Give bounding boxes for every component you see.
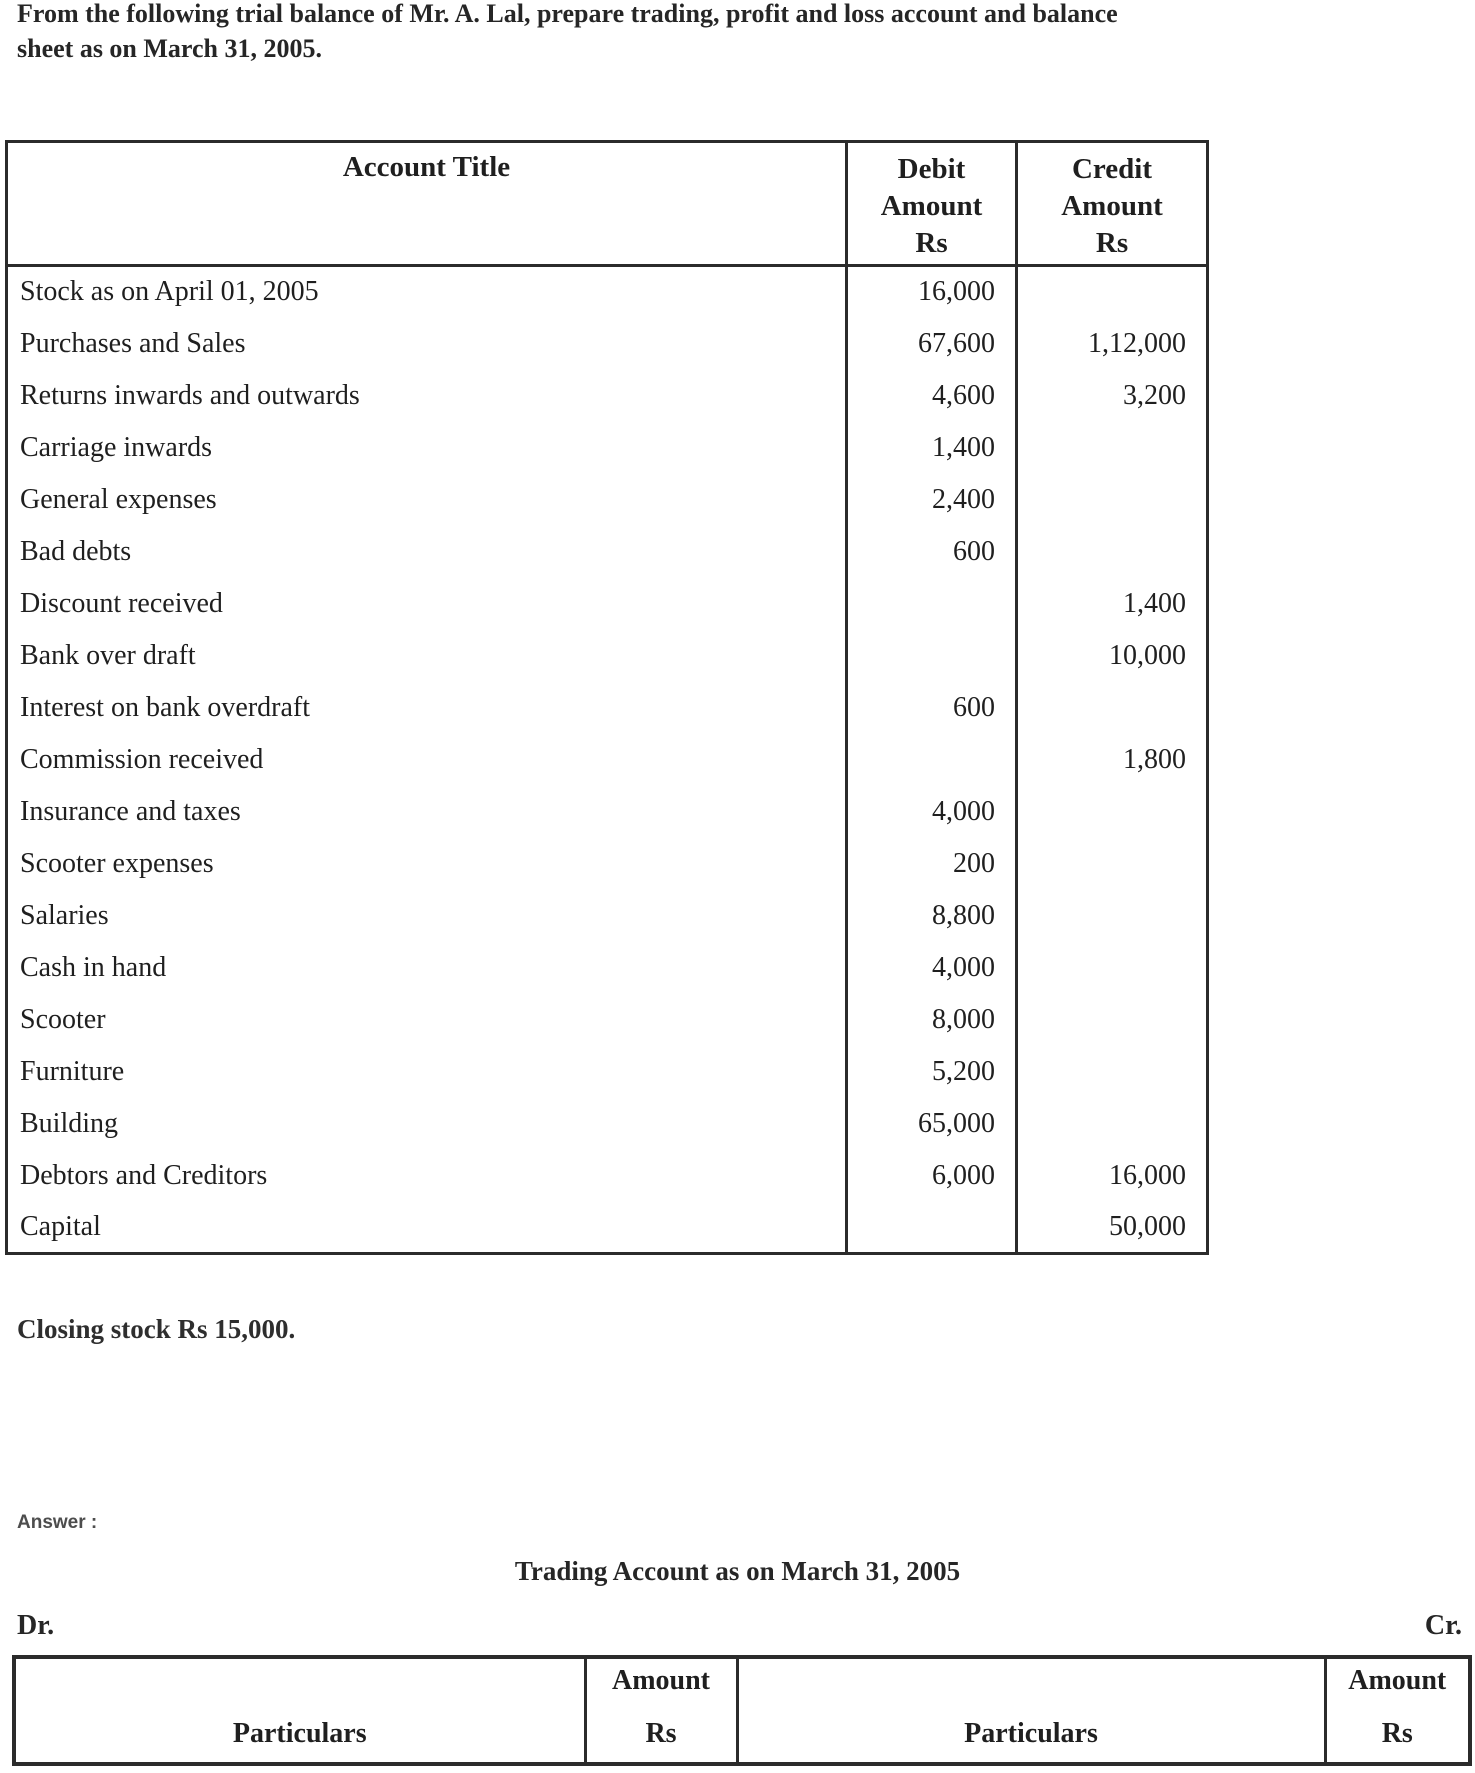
amount-left-line1: Amount bbox=[611, 1665, 710, 1696]
credit-amount-cell: 1,800 bbox=[1017, 734, 1208, 786]
credit-header-line2: Amount bbox=[1061, 190, 1163, 222]
amount-left-line2: Rs bbox=[645, 1718, 677, 1749]
account-title-cell: Interest on bank overdraft bbox=[7, 682, 847, 734]
account-title-cell: Salaries bbox=[7, 890, 847, 942]
trial-balance-table bbox=[5, 140, 1209, 1255]
debit-amount-cell: 67,600 bbox=[847, 318, 1017, 370]
credit-amount-header bbox=[1017, 142, 1208, 266]
debit-amount-cell: 200 bbox=[847, 838, 1017, 890]
credit-amount-cell bbox=[1017, 266, 1208, 318]
debit-amount-cell bbox=[847, 734, 1017, 786]
credit-amount-cell bbox=[1017, 474, 1208, 526]
debit-amount-cell: 1,400 bbox=[847, 422, 1017, 474]
account-title-cell: Purchases and Sales bbox=[7, 318, 847, 370]
debit-header-line2: Amount bbox=[880, 190, 983, 222]
credit-amount-cell bbox=[1017, 422, 1208, 474]
credit-amount-cell: 1,12,000 bbox=[1017, 318, 1208, 370]
cr-label: Cr. bbox=[1424, 1610, 1462, 1641]
table-row bbox=[7, 1150, 1208, 1202]
account-title-cell: Capital bbox=[7, 1202, 847, 1254]
debit-amount-cell: 4,000 bbox=[847, 786, 1017, 838]
credit-header-line1: Credit bbox=[1071, 153, 1152, 185]
credit-amount-cell: 16,000 bbox=[1017, 1150, 1208, 1202]
amount-left-header bbox=[585, 1657, 737, 1764]
table-row bbox=[7, 422, 1208, 474]
debit-amount-cell: 65,000 bbox=[847, 1098, 1017, 1150]
table-row bbox=[7, 942, 1208, 994]
credit-amount-cell: 10,000 bbox=[1017, 630, 1208, 682]
credit-amount-cell: 1,400 bbox=[1017, 578, 1208, 630]
table-row bbox=[7, 994, 1208, 1046]
table-row bbox=[7, 890, 1208, 942]
account-title-cell: Carriage inwards bbox=[7, 422, 847, 474]
debit-amount-cell: 2,400 bbox=[847, 474, 1017, 526]
trial-balance-body bbox=[7, 266, 1208, 1254]
particulars-right-header bbox=[737, 1657, 1325, 1764]
amount-right-header bbox=[1325, 1657, 1470, 1764]
trading-account-header-row bbox=[14, 1657, 1470, 1764]
credit-amount-cell bbox=[1017, 838, 1208, 890]
credit-header-line3: Rs bbox=[1095, 227, 1129, 259]
account-title-cell: Furniture bbox=[7, 1046, 847, 1098]
table-row bbox=[7, 266, 1208, 318]
table-row bbox=[7, 786, 1208, 838]
debit-amount-cell: 5,200 bbox=[847, 1046, 1017, 1098]
amount-right-line1: Amount bbox=[1348, 1665, 1447, 1696]
particulars-left-label: Particulars bbox=[232, 1718, 367, 1749]
table-row bbox=[7, 734, 1208, 786]
account-title-cell: Returns inwards and outwards bbox=[7, 370, 847, 422]
account-title-cell: Scooter bbox=[7, 994, 847, 1046]
account-title-cell: Building bbox=[7, 1098, 847, 1150]
account-title-header: Account Title bbox=[7, 142, 847, 266]
credit-amount-cell: 3,200 bbox=[1017, 370, 1208, 422]
table-row bbox=[7, 526, 1208, 578]
table-row bbox=[7, 838, 1208, 890]
question-text: From the following trial balance of Mr. A. Lal, prepare trading, profit and loss account and balance sheet as on March 31, 2005. bbox=[17, 0, 1118, 63]
debit-amount-cell: 6,000 bbox=[847, 1150, 1017, 1202]
account-title-cell: Debtors and Creditors bbox=[7, 1150, 847, 1202]
debit-amount-cell: 600 bbox=[847, 682, 1017, 734]
debit-amount-cell bbox=[847, 578, 1017, 630]
debit-amount-cell: 8,800 bbox=[847, 890, 1017, 942]
account-title-cell: Stock as on April 01, 2005 bbox=[7, 266, 847, 318]
debit-amount-cell: 600 bbox=[847, 526, 1017, 578]
credit-amount-cell bbox=[1017, 1098, 1208, 1150]
debit-amount-header bbox=[847, 142, 1017, 266]
table-row bbox=[7, 474, 1208, 526]
debit-amount-cell bbox=[847, 1202, 1017, 1254]
trading-account-title: Trading Account as on March 31, 2005 bbox=[514, 1556, 961, 1586]
debit-amount-cell: 16,000 bbox=[847, 266, 1017, 318]
account-title-cell: Insurance and taxes bbox=[7, 786, 847, 838]
table-row bbox=[7, 370, 1208, 422]
particulars-left-header bbox=[14, 1657, 585, 1764]
trial-balance-header-row bbox=[7, 142, 1208, 266]
debit-amount-cell: 4,600 bbox=[847, 370, 1017, 422]
dr-label: Dr. bbox=[17, 1610, 55, 1641]
table-row bbox=[7, 1202, 1208, 1254]
credit-amount-cell bbox=[1017, 526, 1208, 578]
debit-amount-cell: 4,000 bbox=[847, 942, 1017, 994]
table-row bbox=[7, 318, 1208, 370]
table-row bbox=[7, 578, 1208, 630]
amount-right-line2: Rs bbox=[1381, 1718, 1413, 1749]
debit-amount-cell bbox=[847, 630, 1017, 682]
credit-amount-cell: 50,000 bbox=[1017, 1202, 1208, 1254]
closing-stock-note: Closing stock Rs 15,000. bbox=[17, 1314, 296, 1344]
credit-amount-cell bbox=[1017, 942, 1208, 994]
debit-amount-cell: 8,000 bbox=[847, 994, 1017, 1046]
table-row bbox=[7, 1046, 1208, 1098]
account-title-cell: Discount received bbox=[7, 578, 847, 630]
table-row bbox=[7, 682, 1208, 734]
credit-amount-cell bbox=[1017, 994, 1208, 1046]
account-title-cell: Scooter expenses bbox=[7, 838, 847, 890]
credit-amount-cell bbox=[1017, 786, 1208, 838]
account-title-cell: Bank over draft bbox=[7, 630, 847, 682]
credit-amount-cell bbox=[1017, 890, 1208, 942]
credit-amount-cell bbox=[1017, 1046, 1208, 1098]
trading-account-table bbox=[12, 1655, 1472, 1766]
debit-header-line3: Rs bbox=[915, 227, 948, 259]
credit-amount-cell bbox=[1017, 682, 1208, 734]
answer-label: Answer : bbox=[17, 1512, 98, 1533]
table-row bbox=[7, 630, 1208, 682]
debit-header-line1: Debit bbox=[897, 153, 966, 185]
account-title-cell: Cash in hand bbox=[7, 942, 847, 994]
table-row bbox=[7, 1098, 1208, 1150]
particulars-right-label: Particulars bbox=[964, 1718, 1098, 1749]
account-title-cell: General expenses bbox=[7, 474, 847, 526]
account-title-cell: Bad debts bbox=[7, 526, 847, 578]
account-title-cell: Commission received bbox=[7, 734, 847, 786]
dr-cr-row bbox=[17, 1610, 1462, 1642]
